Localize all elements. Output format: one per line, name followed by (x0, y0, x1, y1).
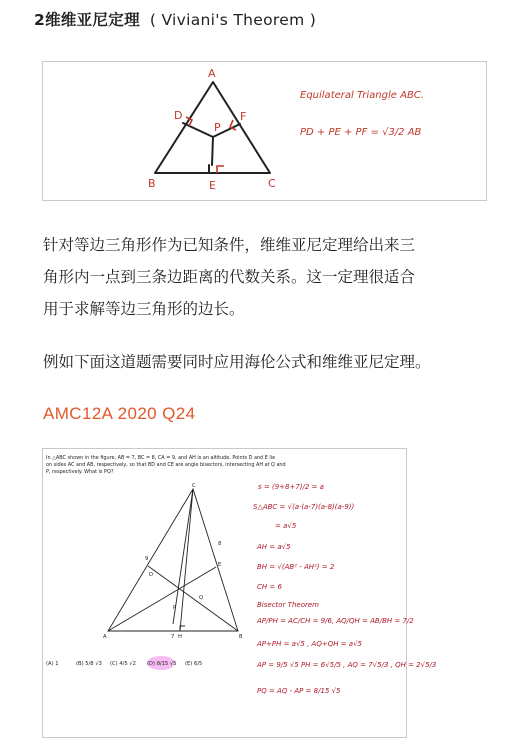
viviani-diagram (43, 62, 486, 200)
point-label-e: E (218, 562, 222, 568)
vertex-label-a: A (103, 634, 107, 640)
note-viviani-formula: PD + PE + PF = √3/2 AB (300, 127, 422, 138)
point-label-h: H (178, 634, 182, 640)
label-e: E (209, 179, 216, 192)
segment-ce-line (173, 489, 193, 624)
viviani-figure (42, 61, 487, 201)
work-line: BH = √(AB² - AH²) = 2 (257, 563, 335, 571)
paragraph-line: 角形内一点到三条边距离的代数关系。这一定理很适合 (43, 268, 416, 286)
work-line: Bisector Theorem (257, 601, 319, 609)
altitude-ah (180, 489, 193, 631)
section-heading (34, 8, 316, 30)
right-angle-e (217, 166, 224, 173)
point-label-p: P (173, 605, 177, 611)
problem-line-2: on sides AC and AB, respectively, so that BD and CE are angle bisectors, intersecting AH at Q and (46, 462, 286, 468)
choice-e: (E) 6/5 (185, 661, 203, 667)
paragraph-line: 针对等边三角形作为已知条件，维维亚尼定理给出来三 (43, 236, 416, 254)
label-a: A (208, 67, 216, 80)
side-label-cb: 8 (218, 541, 222, 547)
label-d: D (174, 109, 183, 122)
paragraph-line: 用于求解等边三角形的边长。 (43, 300, 245, 318)
label-f: F (240, 110, 247, 123)
amc-problem-title: AMC12A 2020 Q24 (43, 404, 196, 423)
work-line: AH = a√5 (257, 543, 291, 551)
side-label-ca: 9 (145, 556, 149, 562)
amc-problem-diagram (43, 449, 437, 737)
work-line: s = (9+8+7)/2 = a (258, 483, 324, 491)
heading-title-cn: 2维维亚尼定理 (34, 11, 140, 29)
work-line: AP+PH = a√5 , AQ+QH = a√5 (257, 640, 363, 648)
work-line: CH = 6 (257, 583, 282, 591)
problem-line-1: In △ABC shown in the figure, AB = 7, BC = 8, CA = 9, and AH is an altitude. Points D and E lie (46, 455, 276, 461)
choice-c: (C) 4/5 √2 (110, 661, 136, 667)
vertex-label-b: B (239, 634, 243, 640)
segment-pe (212, 137, 213, 165)
work-line: AP = 9/5 √5 PH = 6√5/5 , AQ = 7√5/3 , QH = 2√5/3 (257, 661, 437, 669)
work-line: AP/PH = AC/CH = 9/6, AQ/QH = AB/BH = 7/2 (257, 617, 414, 625)
label-c: C (268, 177, 276, 190)
work-line: S△ABC = √(a·(a-7)(a-8)(a-9)) (253, 503, 355, 511)
side-label-ab: 7 (171, 634, 175, 640)
bisector-bd (148, 566, 238, 631)
paragraph-viviani-explanation (43, 229, 493, 325)
work-line: PQ = AQ - AP = 8/15 √5 (257, 687, 341, 695)
note-equilateral: Equilateral Triangle ABC. (300, 90, 424, 101)
label-p: P (214, 121, 221, 134)
work-line: = a√5 (275, 522, 297, 530)
problem-line-3: P, respectively. What is PQ? (46, 469, 114, 475)
choice-d: (D) 8/15 √5 (147, 661, 177, 667)
vertex-label-c: C (192, 483, 196, 489)
point-label-q: Q (199, 595, 204, 601)
choice-b: (B) 5/8 √3 (76, 661, 102, 667)
choice-a: (A) 1 (46, 661, 59, 667)
amc-problem-figure (42, 448, 437, 738)
segment-pd (183, 123, 213, 137)
point-label-d: D (149, 572, 153, 578)
label-b: B (148, 177, 156, 190)
heading-title-en: ( Viviani's Theorem ) (149, 11, 317, 29)
paragraph-example-intro: 例如下面这道题需要同时应用海伦公式和维维亚尼定理。 (43, 353, 431, 371)
